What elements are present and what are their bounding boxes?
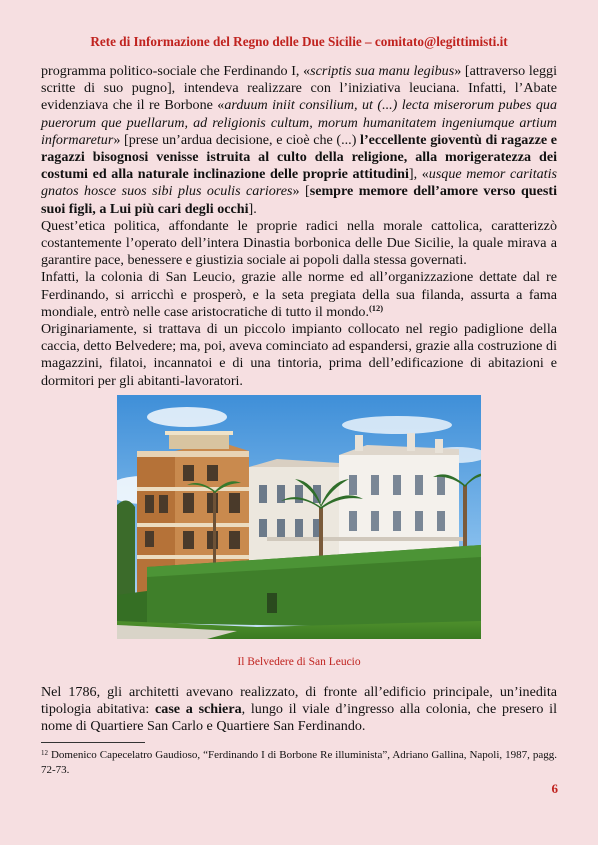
text-run: » [attraverso leggi scritte di suo pugno], intendeva realizzare con l’iniziativa leuciana. Infatti, l’Abate evidenziava che il re Borbone « (41, 63, 557, 114)
belvedere-photo (117, 395, 481, 639)
paragraph-4: Originariamente, si trattava di un piccolo impianto collocato nel regio padiglione della caccia, detto Belvedere; ma, poi, aveva cominciato ad espandersi, grazie alla costruzione di magazzini, filatoi, incannatoi e di una tintoria, prima dell’edificazione di abitazioni e dormitori per gli abitanti-lavoratori. (41, 321, 557, 389)
text-run: Nel 1786, gli architetti avevano realizzato, di fronte all’edificio principale, un’inedita tipologia abitativa: (41, 684, 557, 718)
latin-quote: usque memor caritatis gnatos hosce suos sibi plus oculis cariores (41, 166, 557, 200)
main-text (41, 63, 557, 390)
paragraph-1 (41, 63, 557, 218)
footnote (41, 748, 557, 777)
text-run: , lungo il viale d’ingresso alla colonia, che presero il nome di Quartiere San Carlo e Quartiere San Ferdinando. (41, 701, 557, 735)
footnote-divider (41, 742, 145, 743)
page-header: Rete di Informazione del Regno delle Due Sicilie – comitato@legittimisti.it (90, 34, 508, 49)
footnote-reference: (12) (368, 302, 384, 313)
bold-translation: l’eccellente gioventù di ragazze e ragazzi bisognosi venisse istruita al culto della religione, alla morigeratezza dei costumi ed alla naturale inclinazione delle proprie attitudini (41, 131, 557, 183)
lower-paragraph (41, 684, 557, 736)
bold-term: case a schiera (155, 701, 242, 718)
text-run: programma politico-sociale che Ferdinando I, « (41, 63, 311, 79)
text-run: Infatti, la colonia di San Leucio, grazie alle norme ed all’organizzazione dettate dal re Ferdinando, si arricchì e prosperò, e la seta pregiata della sua filanda, assurta a fama mondiale, entrò nelle case aristocratiche di tutto il mondo. (41, 269, 557, 320)
text-run: ], « (408, 166, 429, 183)
footnote-text: Domenico Capecelatro Gaudioso, “Ferdinando I di Borbone Re illuminista”, Adriano Gallina, Napoli, 1987, pagg. 72-73. (41, 749, 557, 776)
bold-translation: sempre memore dell’amore verso questi suoi figli, a Lui più cari degli occhi (41, 183, 557, 217)
paragraph-3 (41, 269, 557, 321)
page-number: 6 (551, 781, 558, 796)
text-run: ]. (248, 200, 257, 217)
text-run: » [ (292, 183, 310, 200)
figure-caption: Il Belvedere di San Leucio (237, 656, 361, 668)
latin-quote: arduum iniit consilium, ut (...) lecta miserorum pubes qua puerorum que puellarum, ad religionis cultum, morum humanitatem ingeniumque artium informaretur (41, 97, 557, 148)
footnote-number: 12 (41, 749, 48, 757)
text-run: » [prese un’ardua decisione, e cioè che (...) (113, 131, 361, 148)
paragraph-2: Quest’etica politica, affondante le proprie radici nella morale cattolica, caratterizzò costantemente l’operato dell’intera Dinastia borbonica delle Due Sicilie, la quale mirava a garantire pace, benessere e giustizia sociale ai popoli dalla stessa governati. (41, 217, 557, 269)
latin-quote: scriptis sua manu legibus (310, 63, 455, 79)
